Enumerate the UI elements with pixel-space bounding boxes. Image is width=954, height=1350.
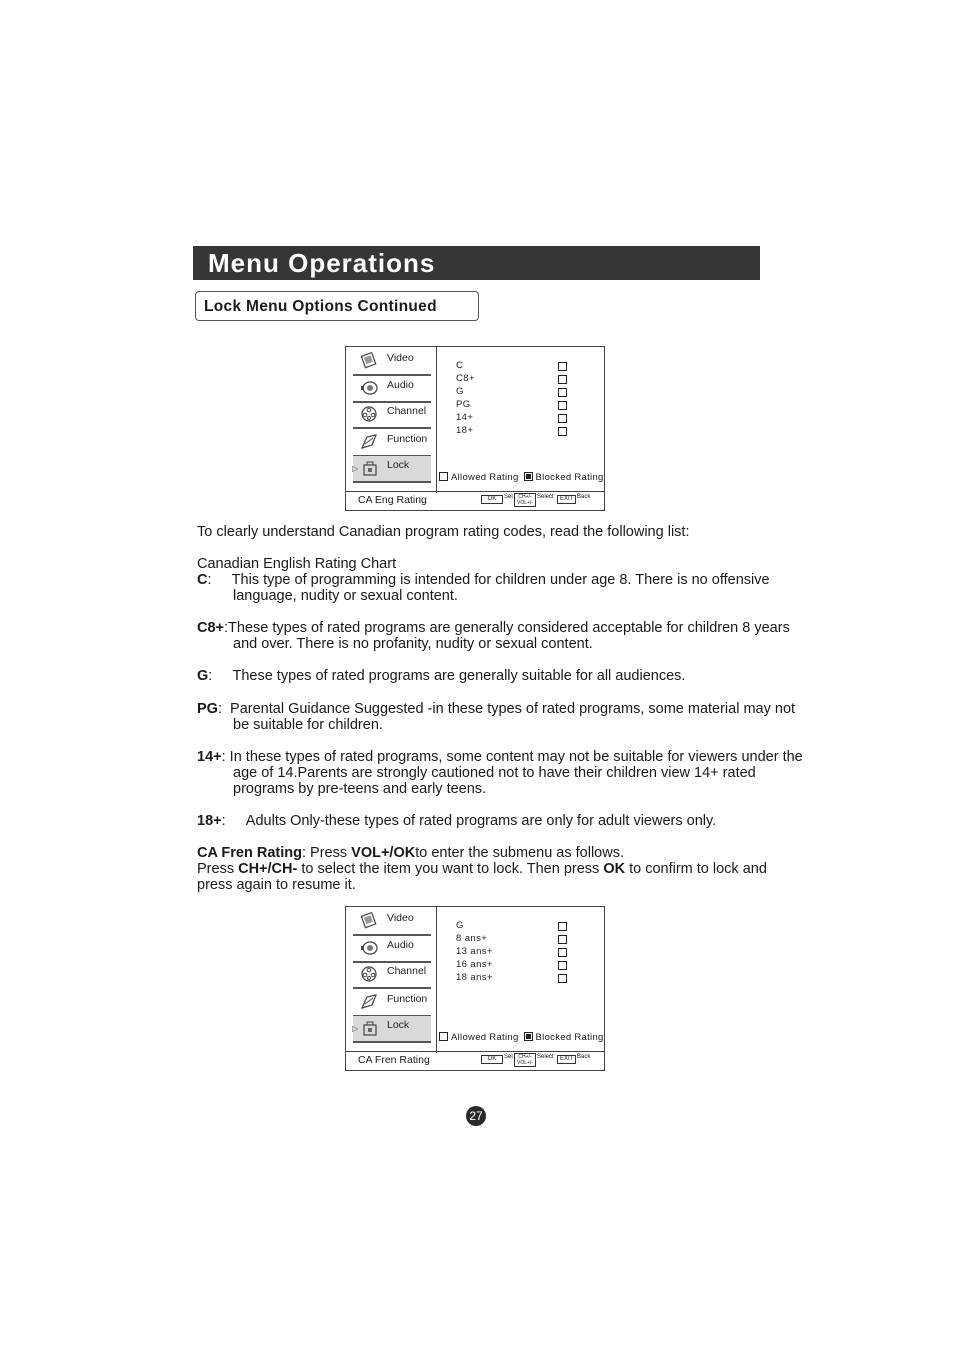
channel-icon [359, 965, 379, 983]
osd-sidebar [346, 907, 437, 1053]
rating-list [456, 920, 571, 985]
ok-key: OK [481, 495, 503, 504]
rating-desc-14: 14+: In these types of rated programs, some content may not be suitable for viewers under the age of 14.Parents are strongly cautioned not to have their children view 14+ rated programs by pre-teens and early teens. [197, 749, 803, 797]
blocked-box-icon [524, 1032, 533, 1041]
osd-footer: CA Eng Rating OK Sel CH+/- VOL+/- Select EXIT Back [346, 491, 604, 510]
rating-legend: Allowed Rating Blocked Rating [439, 1032, 604, 1043]
menu-item-lock: ▷ Lock [353, 1016, 431, 1043]
rating-row: 14+ [456, 412, 571, 425]
rating-checkbox [558, 948, 567, 957]
section-title: Lock Menu Options Continued [204, 298, 437, 315]
audio-icon [359, 379, 379, 397]
menu-item-channel: Channel [353, 402, 431, 429]
channel-icon [359, 405, 379, 423]
rating-row: 18+ [456, 425, 571, 438]
rating-checkbox [558, 935, 567, 944]
rating-desc-c8: C8+:These types of rated programs are generally considered acceptable for children 8 years and over. There is no profanity, nudity or sexual content. [197, 620, 790, 652]
rating-row: G [456, 386, 571, 399]
rating-row: PG [456, 399, 571, 412]
header-bar [193, 246, 760, 280]
rating-checkbox [558, 362, 567, 371]
allowed-box-icon [439, 1032, 448, 1041]
rating-checkbox [558, 961, 567, 970]
rating-checkbox [558, 388, 567, 397]
lock-icon [359, 1019, 379, 1037]
osd-footer: CA Fren Rating OK Sel CH+/- VOL+/- Select EXIT Back [346, 1051, 604, 1070]
menu-item-audio: Audio [353, 376, 431, 403]
rating-row: 8 ans+ [456, 933, 571, 946]
exit-key: EXIT [557, 495, 576, 504]
function-icon [359, 433, 379, 451]
section-heading-box [195, 291, 479, 321]
allowed-box-icon [439, 472, 448, 481]
osd-footer-name: CA Fren Rating [358, 1054, 430, 1066]
rating-legend: Allowed Rating Blocked Rating [439, 472, 604, 483]
rating-desc-g: G: These types of rated programs are generally suitable for all audiences. [197, 668, 686, 684]
menu-item-lock: ▷ Lock [353, 456, 431, 483]
intro-text: To clearly understand Canadian program rating codes, read the following list: [197, 524, 690, 540]
osd-footer-name: CA Eng Rating [358, 494, 427, 506]
rating-checkbox [558, 401, 567, 410]
ok-key: OK [481, 1055, 503, 1064]
audio-icon [359, 939, 379, 957]
osd-screen-french [345, 906, 605, 1071]
lock-icon [359, 459, 379, 477]
menu-item-audio: Audio [353, 936, 431, 963]
rating-row: C [456, 360, 571, 373]
menu-item-channel: Channel [353, 962, 431, 989]
video-icon [359, 352, 379, 370]
osd-screen-english [345, 346, 605, 511]
menu-item-function: Function [353, 430, 431, 457]
ch-vol-key: CH+/- VOL+/- [514, 1053, 536, 1067]
rating-row: G [456, 920, 571, 933]
rating-desc-c: C: This type of programming is intended for children under age 8. There is no offensive language, nudity or sexual content. [197, 572, 770, 604]
rating-checkbox [558, 922, 567, 931]
selection-arrow-icon: ▷ [352, 464, 359, 473]
chart-title: Canadian English Rating Chart [197, 556, 397, 572]
page-title: Menu Operations [208, 248, 436, 278]
exit-key: EXIT [557, 1055, 576, 1064]
rating-desc-18: 18+: Adults Only-these types of rated programs are only for adult viewers only. [197, 813, 717, 829]
rating-desc-pg: PG: Parental Guidance Suggested -in these types of rated programs, some material may not be suitable for children. [197, 701, 796, 733]
rating-row: 18 ans+ [456, 972, 571, 985]
menu-item-function: Function [353, 990, 431, 1017]
osd-sidebar [346, 347, 437, 493]
rating-checkbox [558, 375, 567, 384]
function-icon [359, 993, 379, 1011]
rating-checkbox [558, 974, 567, 983]
ch-vol-key: CH+/- VOL+/- [514, 493, 536, 507]
menu-item-video: Video [353, 349, 431, 376]
fren-rating-instructions: CA Fren Rating: Press VOL+/OKto enter the submenu as follows. Press CH+/CH- to select the item you want to lock. Then press OK to confirm to lock and press again to resume it. [197, 845, 767, 893]
rating-row: C8+ [456, 373, 571, 386]
rating-checkbox [558, 414, 567, 423]
rating-row: 13 ans+ [456, 946, 571, 959]
rating-row: 16 ans+ [456, 959, 571, 972]
menu-item-video: Video [353, 909, 431, 936]
rating-checkbox [558, 427, 567, 436]
selection-arrow-icon: ▷ [352, 1024, 359, 1033]
video-icon [359, 912, 379, 930]
rating-list [456, 360, 571, 438]
blocked-box-icon [524, 472, 533, 481]
page-number: 27 [466, 1106, 486, 1126]
